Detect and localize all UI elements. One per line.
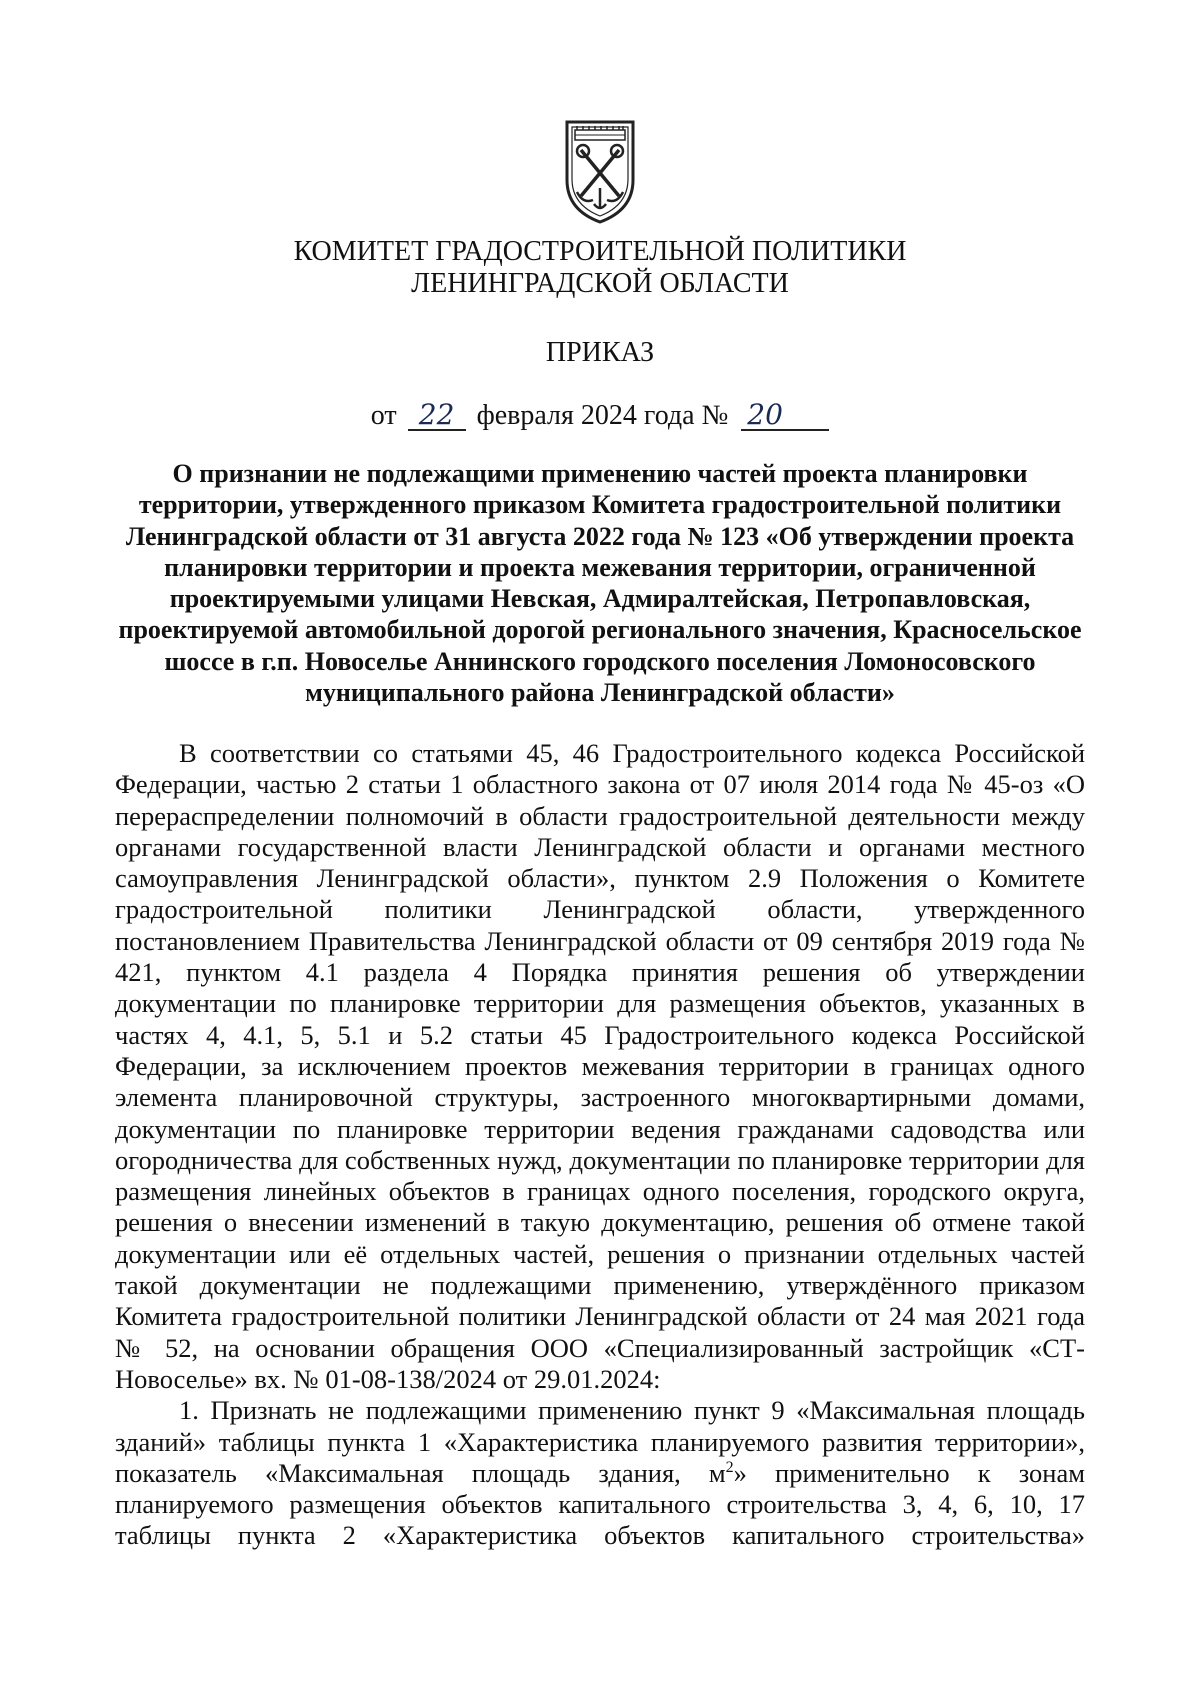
order-body (115, 738, 1085, 1552)
handwritten-order-number: 20 (741, 401, 829, 431)
date-line (0, 400, 1200, 432)
date-prefix: от (370, 400, 397, 431)
coat-of-arms-emblem (563, 118, 637, 224)
handwritten-day: 22 (408, 401, 466, 431)
clause-1-text-start: 1. Признать не подлежащими применению пункт 9 «Максимальная площадь зданий» таблицы пункта 1 «Характеристика планируемого развития территории», показатель «Максимальная площадь здания, м (115, 1395, 1085, 1488)
order-title: О признании не подлежащими применению частей проекта планировки территории, утвержденного приказом Комитета градостроительной политики Ленинградской области от 31 августа 2022 года № 123 «Об утверждении проекта планировки территории и проекта межевания территории, ограниченной проектируемыми улицами Невская, Адмиралтейская, Петропавловская, проектируемой автомобильной дорогой регионального значения, Красносельское шоссе в г.п. Новоселье Аннинского городского поселения Ломоносовского муниципального района Ленинградской области» (118, 459, 1082, 708)
date-month-year: февраля 2024 года № (476, 400, 729, 431)
clause-1-text-end: » применительно к зонам планируемого размещения объектов капитального строительства 3, 4, 6, 10, 17 таблицы пункта 2 «Характеристика объектов капитального строительства» (115, 1457, 1085, 1551)
organization-name-line1: КОМИТЕТ ГРАДОСТРОИТЕЛЬНОЙ ПОЛИТИКИ (293, 236, 907, 267)
preamble-paragraph: В соответствии со статьями 45, 46 Градостроительного кодекса Российской Федерации, частью 2 статьи 1 областного закона от 07 июля 2014 года № 45-оз «О перераспределении полномочий в области градостроительной деятельности между органами государственной власти Ленинградской области и органами местного самоуправления Ленинградской области», пунктом 2.9 Положения о Комитете градостроительной политики Ленинградской области, утвержденного постановлением Правительства Ленинградской области от 09 сентября 2019 года № 421, пунктом 4.1 раздела 4 Порядка принятия решения об утверждении документации по планировке территории для размещения объектов, указанных в частях 4, 4.1, 5, 5.1 и 5.2 статьи 45 Градостроительного кодекса Российской Федерации, за исключением проектов межевания территории в границах одного элемента планировочной структуры, застроенного многоквартирными домами, документации по планировке территории ведения гражданами садоводства или огородничества для собственных нужд, документации по планировке территории для размещения линейных объектов в границах одного поселения, городского округа, решения о внесении изменений в такую документацию, решения об отмене такой документации или её отдельных частей, решения о признании отдельных частей такой документации не подлежащими применению, утверждённого приказом Комитета градостроительной политики Ленинградской области от 24 мая 2021 года № 52, на основании обращения ООО «Специализированный застройщик «СТ-Новоселье» вх. № 01-08-138/2024 от 29.01.2024: (115, 738, 1085, 1394)
document-type: ПРИКАЗ (545, 337, 655, 368)
clause-1-paragraph (115, 1395, 1085, 1551)
organization-name-line2: ЛЕНИНГРАДСКОЙ ОБЛАСТИ (411, 268, 789, 299)
organization-name (0, 236, 1200, 300)
square-superscript: 2 (725, 1459, 734, 1476)
